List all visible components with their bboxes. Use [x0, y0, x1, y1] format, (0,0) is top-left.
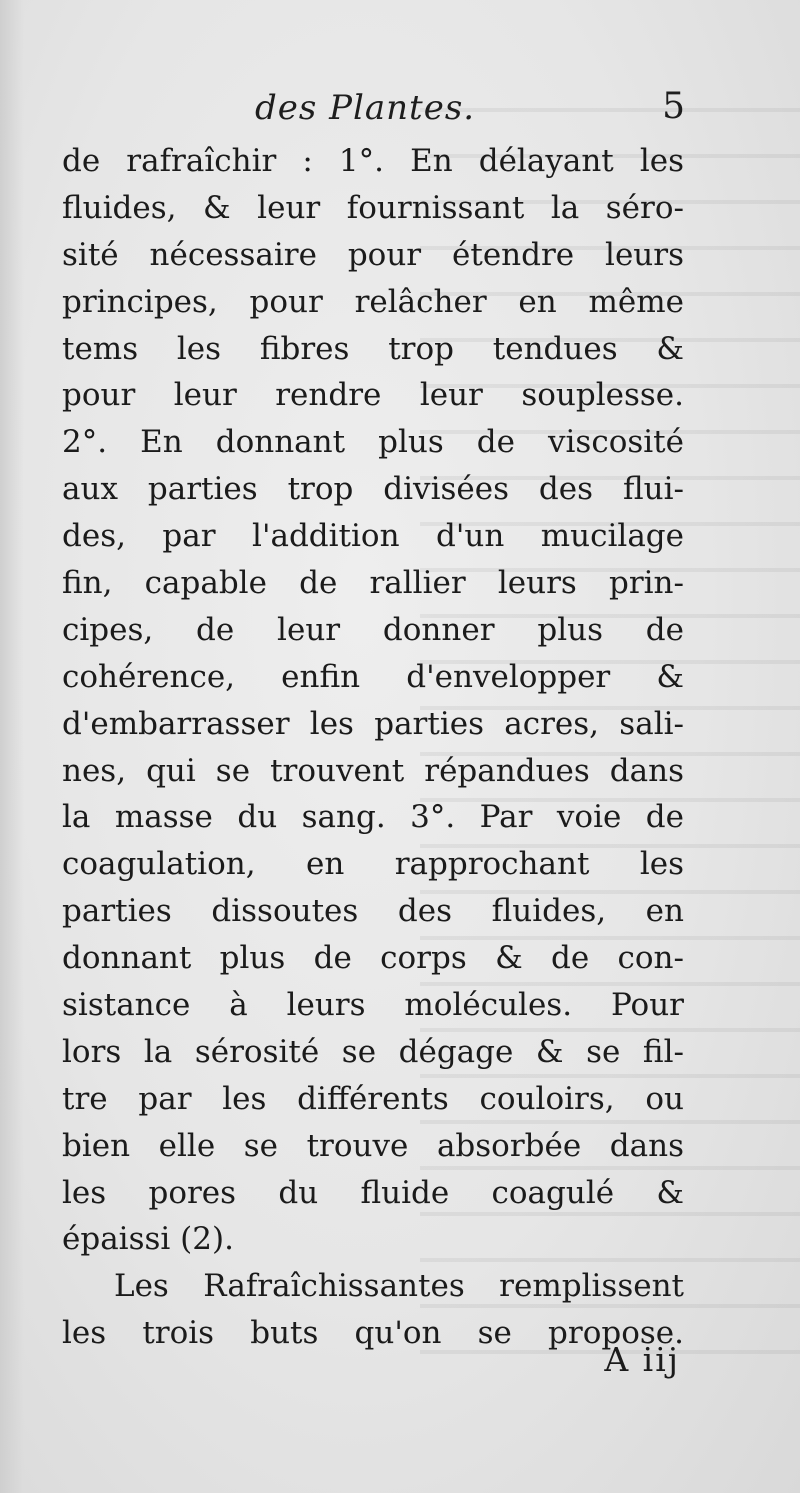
text-line: tre par les différents couloirs, ou	[62, 1080, 684, 1117]
body-text	[62, 138, 684, 1357]
text-line: fin, capable de rallier leurs prin-	[62, 565, 684, 602]
text-line: aux parties trop divisées des flui-	[62, 471, 684, 508]
running-head	[60, 84, 685, 132]
text-line: parties dissoutes des fluides, en	[62, 893, 684, 930]
text-line: épaissi (2).	[62, 1221, 234, 1258]
text-line: sistance à leurs molécules. Pour	[62, 987, 684, 1024]
text-line: 2°. En donnant plus de viscosité	[62, 424, 684, 461]
text-line: pour leur rendre leur souplesse.	[62, 377, 684, 414]
text-line: les pores du fluide coagulé &	[62, 1174, 684, 1211]
signature-mark: A iij	[604, 1340, 680, 1379]
text-line: principes, pour relâcher en même	[62, 283, 684, 320]
text-line: donnant plus de corps & de con-	[62, 940, 684, 977]
text-line: bien elle se trouve absorbée dans	[62, 1127, 684, 1164]
text-line: cipes, de leur donner plus de	[62, 611, 684, 648]
text-line: les trois buts qu'on se propose.	[62, 1315, 684, 1352]
text-line: nes, qui se trouvent répandues dans	[62, 752, 684, 789]
text-line: sité nécessaire pour étendre leurs	[62, 236, 684, 273]
page-number: 5	[662, 86, 685, 127]
running-head-title: des Plantes.	[255, 88, 476, 128]
text-line: cohérence, enfin d'envelopper &	[62, 658, 684, 695]
text-line: fluides, & leur fournissant la séro-	[62, 189, 684, 226]
page-edge-shadow	[0, 0, 24, 1493]
text-line: d'embarrasser les parties acres, sali-	[62, 705, 684, 742]
text-line: de rafraîchir : 1°. En délayant les	[62, 143, 684, 179]
text-line: Les Rafraîchissantes remplissent	[114, 1268, 684, 1305]
text-line: lors la sérosité se dégage & se fil-	[62, 1033, 684, 1070]
text-line: tems les fibres trop tendues &	[62, 330, 684, 367]
text-line: la masse du sang. 3°. Par voie de	[62, 799, 684, 836]
text-line: coagulation, en rapprochant les	[62, 846, 684, 883]
text-line: des, par l'addition d'un mucilage	[62, 518, 684, 555]
